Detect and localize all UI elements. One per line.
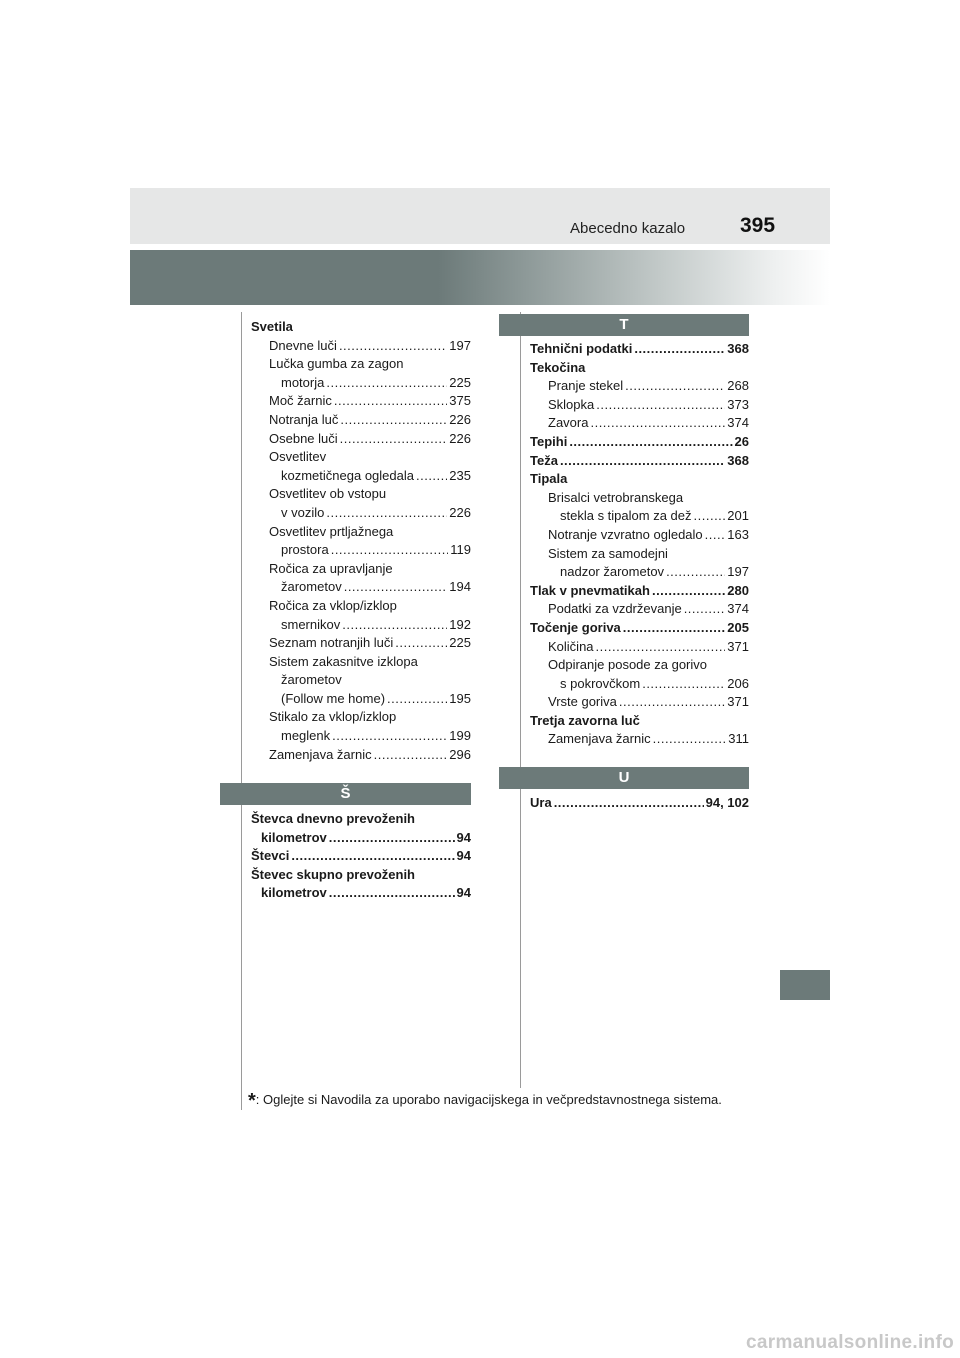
index-entry-term: Svetila — [251, 319, 293, 334]
dot-leader — [340, 430, 448, 449]
index-entry — [251, 448, 471, 467]
index-entry — [530, 414, 749, 433]
dot-leader — [653, 730, 727, 749]
index-entry-term: kilometrov — [261, 829, 327, 845]
dot-leader — [634, 340, 725, 359]
dot-leader — [326, 504, 447, 523]
dot-leader — [569, 433, 732, 452]
index-entry-term: nadzor žarometov — [560, 564, 665, 580]
dot-leader — [590, 414, 725, 433]
index-entry-term: Zamenjava žarnic — [548, 731, 651, 747]
index-entry-page: 197 — [727, 564, 749, 580]
index-entry — [530, 656, 749, 675]
index-entry-term: Tipala — [530, 471, 568, 487]
index-entry — [251, 634, 471, 653]
index-entry — [530, 619, 749, 638]
index-entry-page: 94 — [456, 829, 471, 845]
decorative-gradient-bar — [130, 250, 830, 305]
index-entry-term: Lučka gumba za zagon — [269, 356, 404, 372]
index-entry-page: 226 — [449, 411, 471, 427]
index-entry-term: Teža — [530, 452, 558, 468]
index-entry-term: Notranja luč — [269, 411, 339, 427]
index-entry-page: 371 — [727, 694, 749, 710]
index-entry — [530, 452, 749, 471]
index-column-right-bottom — [530, 794, 749, 813]
index-entry — [530, 545, 749, 564]
index-entry — [251, 866, 471, 885]
index-entry — [530, 489, 749, 508]
dot-leader — [340, 411, 447, 430]
index-entry-term: Ročica za upravljanje — [269, 560, 393, 576]
index-entry — [530, 693, 749, 712]
index-entry — [251, 727, 471, 746]
index-entry-term: Tretja zavorna luč — [530, 712, 640, 728]
index-entry-page: 280 — [727, 582, 749, 598]
dot-leader — [694, 507, 726, 526]
index-entry — [251, 541, 471, 560]
dot-leader — [642, 675, 725, 694]
index-entry — [530, 340, 749, 359]
index-entry-page: 373 — [727, 396, 749, 412]
index-entry-term: Vrste goriva — [548, 694, 617, 710]
index-entry — [530, 396, 749, 415]
index-entry-page: 199 — [449, 728, 471, 744]
index-entry-term: žarometov — [281, 672, 342, 688]
index-entry-term: Tehnični podatki — [530, 341, 633, 356]
chapter-thumb-tab — [780, 970, 830, 1000]
index-entry — [530, 582, 749, 601]
index-entry-term: Tekočina — [530, 359, 586, 375]
index-entry-term: Osvetlitev — [269, 449, 327, 465]
letter-heading-s-caron: Š — [220, 783, 471, 805]
index-entry — [530, 794, 749, 813]
index-entry — [251, 337, 471, 356]
index-entry — [530, 563, 749, 582]
index-entry-term: Števec skupno prevoženih — [251, 866, 415, 882]
index-entry-term: Notranje vzvratno ogledalo — [548, 526, 703, 542]
dot-leader — [554, 794, 704, 813]
index-entry-page: 226 — [449, 504, 471, 520]
index-entry — [251, 523, 471, 542]
index-entry — [530, 526, 749, 545]
index-entry-page: 296 — [449, 746, 471, 762]
index-entry — [530, 638, 749, 657]
index-entry-term: Števca dnevno prevoženih — [251, 811, 415, 826]
index-entry — [251, 746, 471, 765]
index-entry-term: Sistem zakasnitve izklopa — [269, 653, 418, 669]
index-entry-page: 374 — [727, 415, 749, 431]
dot-leader — [374, 746, 448, 765]
index-entry — [251, 355, 471, 374]
index-entry — [530, 507, 749, 526]
index-entry — [251, 485, 471, 504]
dot-leader — [684, 600, 726, 619]
index-entry-page: 225 — [449, 374, 471, 390]
index-entry-term: Zavora — [548, 415, 589, 431]
index-entry-term: prostora — [281, 542, 329, 558]
index-entry-page: 205 — [727, 619, 749, 635]
index-entry — [251, 560, 471, 579]
index-entry-page: 94 — [456, 885, 471, 901]
index-entry-page: 225 — [449, 635, 471, 651]
index-entry-term: meglenk — [281, 728, 331, 744]
index-entry-page: 371 — [727, 638, 749, 654]
index-entry-term: Sistem za samodejni — [548, 545, 668, 561]
dot-leader — [560, 452, 725, 471]
index-entry-page: 195 — [449, 690, 471, 706]
dot-leader — [625, 377, 725, 396]
index-entry-term: kilometrov — [261, 885, 327, 901]
footnote-text: : Oglejte si Navodila za uporabo navigacijskega in večpredstavnostnega sistema. — [255, 1092, 722, 1107]
index-entry-term: kozmetičnega ogledala — [281, 467, 414, 483]
index-entry-term: Ročica za vklop/izklop — [269, 597, 397, 613]
dot-leader — [416, 467, 447, 486]
index-entry-term: v vozilo — [281, 504, 325, 520]
page-number: 395 — [740, 214, 776, 237]
index-entry — [530, 377, 749, 396]
dot-leader — [596, 638, 726, 657]
dot-leader — [331, 541, 449, 560]
dot-leader — [596, 396, 725, 415]
index-entry-page: 368 — [727, 452, 749, 468]
index-entry-page: 311 — [728, 731, 749, 747]
index-entry — [251, 653, 471, 672]
dot-leader — [291, 847, 454, 866]
footnote — [248, 1090, 722, 1113]
header-band — [130, 188, 830, 244]
index-entry-page: 94, 102 — [705, 795, 749, 810]
index-column-left-bottom — [251, 810, 471, 903]
index-entry — [251, 884, 471, 903]
index-column-left-top — [251, 318, 471, 764]
dot-leader — [329, 829, 455, 848]
index-entry — [251, 504, 471, 523]
index-entry-term: smernikov — [281, 616, 341, 632]
dot-leader — [619, 693, 725, 712]
index-entry — [251, 671, 471, 690]
watermark: carmanualsonline.info — [746, 1332, 954, 1353]
dot-leader — [666, 563, 725, 582]
index-entry — [251, 467, 471, 486]
index-entry-term: Osvetlitev ob vstopu — [269, 486, 387, 502]
index-entry-term: Osebne luči — [269, 430, 338, 446]
index-entry-page: 268 — [727, 378, 749, 394]
index-entry-page: 235 — [449, 467, 471, 483]
index-entry-term: Točenje goriva — [530, 619, 621, 635]
index-entry — [251, 708, 471, 727]
index-column-right-top — [530, 340, 749, 749]
index-entry-page: 163 — [727, 526, 749, 542]
index-entry-page: 119 — [450, 542, 471, 558]
index-entry-page: 368 — [727, 341, 749, 356]
index-entry-page: 206 — [727, 675, 749, 691]
index-entry-term: Količina — [548, 638, 594, 654]
dot-leader — [705, 526, 726, 545]
index-entry-page: 94 — [456, 848, 471, 864]
index-entry — [251, 430, 471, 449]
index-entry — [530, 359, 749, 378]
index-entry-term: Ura — [530, 795, 552, 810]
dot-leader — [326, 374, 447, 393]
index-entry-term: Odpiranje posode za gorivo — [548, 657, 707, 673]
index-entry — [530, 470, 749, 489]
dot-leader — [623, 619, 726, 638]
dot-leader — [329, 884, 455, 903]
index-entry — [251, 597, 471, 616]
dot-leader — [342, 616, 447, 635]
index-entry — [251, 392, 471, 411]
index-entry-term: Stikalo za vklop/izklop — [269, 709, 397, 725]
index-entry — [530, 730, 749, 749]
index-entry-term: s pokrovčkom — [560, 675, 641, 691]
index-entry — [251, 411, 471, 430]
index-entry — [251, 374, 471, 393]
index-entry-term: Tepihi — [530, 433, 568, 449]
index-entry-page: 192 — [449, 616, 471, 632]
index-entry — [530, 712, 749, 731]
index-entry — [251, 616, 471, 635]
dot-leader — [344, 578, 448, 597]
index-entry-term: stekla s tipalom za dež — [560, 508, 692, 524]
index-entry — [251, 847, 471, 866]
index-entry — [251, 578, 471, 597]
index-entry — [530, 433, 749, 452]
index-entry-term: Zamenjava žarnic — [269, 746, 372, 762]
index-entry-page: 197 — [449, 337, 471, 353]
index-entry-page: 374 — [727, 601, 749, 617]
index-entry-term: Pranje stekel — [548, 378, 624, 394]
index-entry-term: Dnevne luči — [269, 337, 337, 353]
column-divider-left — [241, 312, 242, 1110]
index-entry-page: 201 — [727, 508, 749, 524]
letter-heading-t: T — [499, 314, 749, 336]
footnote-asterisk: * — [248, 1090, 256, 1112]
index-entry-term: Seznam notranjih luči — [269, 635, 394, 651]
index-entry-term: Števci — [251, 848, 290, 864]
dot-leader — [334, 392, 447, 411]
index-entry-term: Brisalci vetrobranskega — [548, 489, 684, 505]
index-entry — [251, 829, 471, 848]
index-entry-term: Tlak v pnevmatikah — [530, 582, 650, 598]
index-entry — [251, 690, 471, 709]
dot-leader — [395, 634, 447, 653]
index-entry-term: žarometov — [281, 579, 342, 595]
index-entry-term: Podatki za vzdrževanje — [548, 601, 682, 617]
section-title: Abecedno kazalo — [570, 220, 686, 237]
index-entry-term: (Follow me home) — [281, 690, 386, 706]
dot-leader — [387, 690, 447, 709]
index-entry — [530, 600, 749, 619]
index-entry — [251, 318, 471, 337]
column-divider-middle — [520, 312, 521, 1088]
dot-leader — [652, 582, 725, 601]
dot-leader — [339, 337, 447, 356]
letter-heading-u: U — [499, 767, 749, 789]
index-entry — [530, 675, 749, 694]
index-entry-page: 26 — [734, 433, 749, 449]
index-entry-page: 226 — [449, 430, 471, 446]
index-entry-term: motorja — [281, 374, 325, 390]
index-entry-term: Sklopka — [548, 396, 595, 412]
index-entry-term: Osvetlitev prtljažnega — [269, 523, 394, 539]
index-entry-page: 194 — [449, 579, 471, 595]
index-entry-term: Moč žarnic — [269, 393, 332, 409]
index-entry-page: 375 — [449, 393, 471, 409]
index-entry — [251, 810, 471, 829]
dot-leader — [332, 727, 447, 746]
